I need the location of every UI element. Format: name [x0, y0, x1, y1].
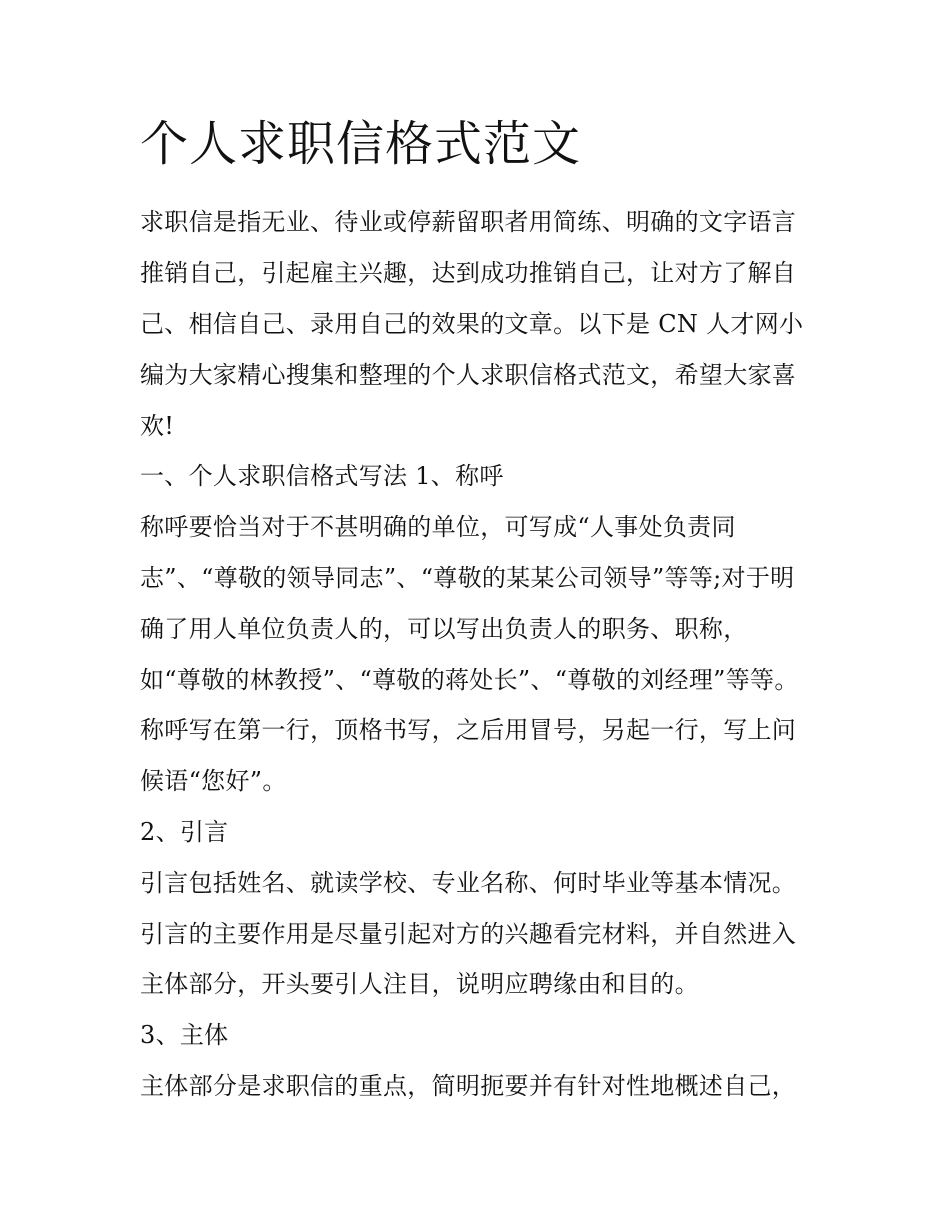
body-line: 称呼写在第一行，顶格书写，之后用冒号，另起一行，写上问 [140, 716, 797, 744]
section-heading: 2、引言 [140, 818, 229, 846]
body-line: 主体部分是求职信的重点，简明扼要并有针对性地概述自己， [140, 1072, 797, 1100]
body-line: 确了用人单位负责人的，可以写出负责人的职务、职称， [140, 615, 748, 643]
body-line: 欢! [140, 412, 175, 440]
body-line: 主体部分，开头要引人注目，说明应聘缘由和目的。 [140, 970, 699, 998]
body-line: 引言包括姓名、就读学校、专业名称、何时毕业等基本情况。 [140, 869, 797, 897]
page-title: 个人求职信格式范文 [140, 116, 582, 172]
body-line: 志”、“尊敬的领导同志”、“尊敬的某某公司领导”等等;对于明 [140, 564, 795, 592]
section-heading: 3、主体 [140, 1021, 229, 1049]
body-line: 如“尊敬的林教授”、“尊敬的蒋处长”、“尊敬的刘经理”等等。 [140, 666, 799, 694]
body-line: 称呼要恰当对于不甚明确的单位，可写成“人事处负责同 [140, 513, 736, 541]
body-line: 引言的主要作用是尽量引起对方的兴趣看完材料，并自然进入 [140, 920, 797, 948]
body-line: 己、相信自己、录用自己的效果的文章。以下是 CN 人才网小 [140, 310, 804, 338]
body-line: 求职信是指无业、待业或停薪留职者用简练、明确的文字语言 [140, 208, 797, 236]
body-line: 候语“您好”。 [140, 767, 287, 795]
section-heading: 一、个人求职信格式写法 1、称呼 [140, 462, 504, 490]
body-line: 推销自己，引起雇主兴趣，达到成功推销自己，让对方了解自 [140, 259, 797, 287]
body-line: 编为大家精心搜集和整理的个人求职信格式范文，希望大家喜 [140, 361, 797, 389]
